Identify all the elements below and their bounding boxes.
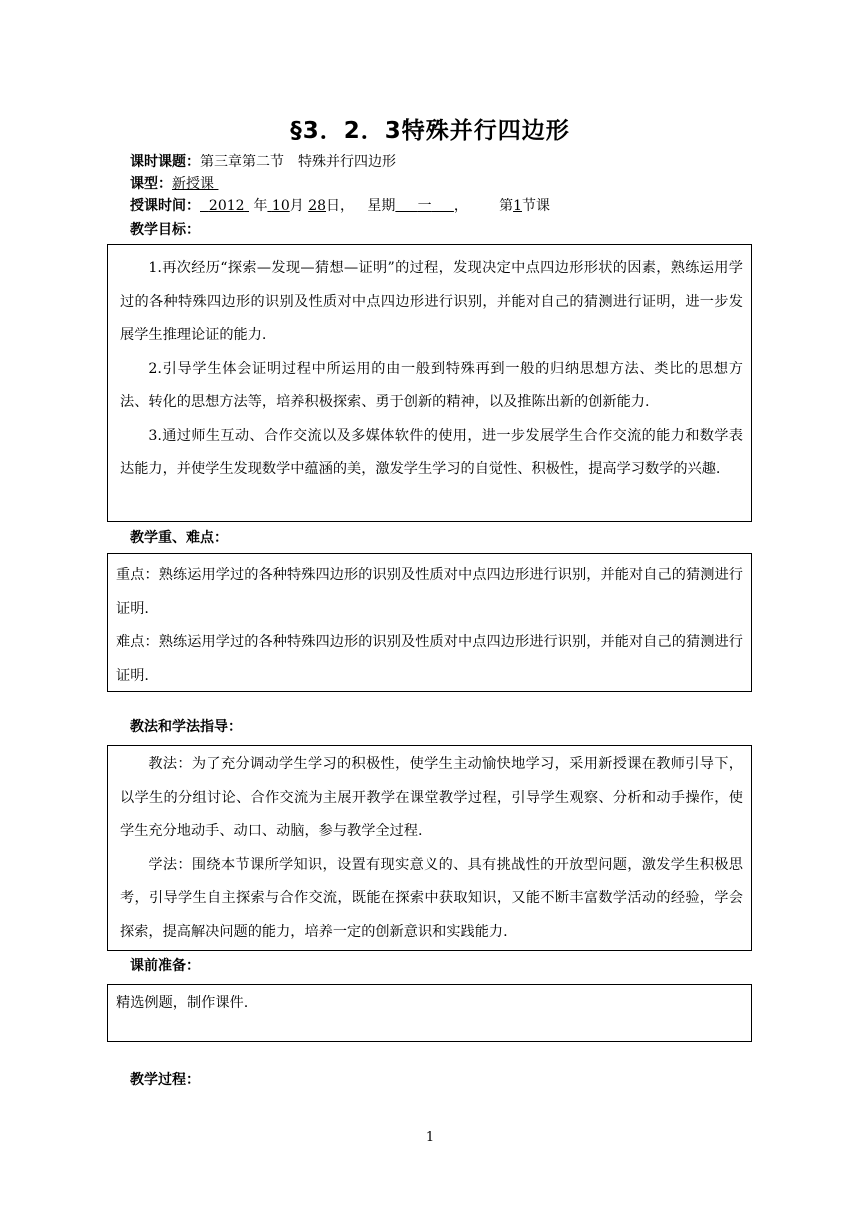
preparation-text: 精选例题，制作课件. <box>116 995 249 1011</box>
year-suffix: 年 <box>253 198 268 214</box>
time-label: 授课时间： <box>130 198 200 214</box>
learning-method: 学法：围绕本节课所学知识，设置有现实意义的、具有挑战性的开放型问题，激发学生积极思考，引导学生自主探索与合作交流，既能在探索中获取知识，又能不断丰富数学活动的经验，学会探索，提高解决问题的能力，培养一定的创新意识和实践能力. <box>120 856 743 940</box>
objective-item-3: 3.通过师生互动、合作交流以及多媒体软件的使用，进一步发展学生合作交流的能力和数学表达能力，并使学生发现数学中蕴涵的美，激发学生学习的自觉性、积极性，提高学习数学的兴趣. <box>120 427 743 477</box>
lesson-number: 1 <box>513 198 522 214</box>
preparation-heading: 课前准备： <box>130 958 200 974</box>
key-points-heading: 教学重、难点： <box>130 530 228 546</box>
weekday-suffix: ， <box>453 198 468 214</box>
lesson-suffix: 节课 <box>521 198 550 214</box>
topic-line <box>130 152 396 172</box>
day-value: 28 <box>308 198 327 214</box>
methods-heading: 教法和学法指导： <box>130 719 242 735</box>
objectives-box <box>107 244 752 522</box>
lesson-prefix: 第 <box>499 198 514 214</box>
objective-item-2: 2.引导学生体会证明过程中所运用的由一般到特殊再到一般的归纳思想方法、类比的思想方法、转化的思想方法等，培养积极探索、勇于创新的精神，以及推陈出新的创新能力. <box>120 360 743 410</box>
preparation-box <box>107 984 752 1042</box>
weekday-label: 星期 <box>367 198 396 214</box>
teaching-method: 教法：为了充分调动学生学习的积极性，使学生主动愉快地学习，采用新授课在教师引导下，以学生的分组讨论、合作交流为主展开教学在课堂教学过程，引导学生观察、分析和动手操作，使学生充分地动手、动口、动脑，参与教学全过程. <box>120 756 743 839</box>
objective-item-1: 1.再次经历“探索—发现—猜想—证明”的过程，发现决定中点四边形形状的因素，熟练运用学过的各种特殊四边形的识别及性质对中点四边形进行识别，并能对自己的猜测进行证明，进一步发展学生推理论证的能力. <box>120 260 743 343</box>
month-suffix: 月 <box>289 198 304 214</box>
type-value: 新授课 <box>172 176 214 192</box>
process-heading: 教学过程： <box>130 1072 200 1088</box>
objectives-heading: 教学目标： <box>130 222 200 238</box>
methods-box <box>107 745 752 951</box>
topic-value: 第三章第二节 特殊并行四边形 <box>200 154 396 170</box>
topic-label: 课时课题： <box>130 154 200 170</box>
type-label: 课型： <box>130 176 172 192</box>
day-suffix: 日， <box>326 198 355 214</box>
page-number: 1 <box>425 1130 435 1145</box>
weekday-value: 一 <box>417 198 432 214</box>
key-point: 重点：熟练运用学过的各种特殊四边形的识别及性质对中点四边形进行识别，并能对自己的猜测进行证明. <box>116 567 743 617</box>
year-value: 2012 <box>208 198 245 214</box>
difficult-point: 难点：熟练运用学过的各种特殊四边形的识别及性质对中点四边形进行识别，并能对自己的猜测进行证明. <box>116 634 743 684</box>
type-line <box>130 174 218 194</box>
time-line <box>130 196 550 216</box>
page-title: §3．2．3特殊并行四边形 <box>290 118 570 144</box>
key-points-box <box>107 553 752 692</box>
month-value: 10 <box>271 198 290 214</box>
